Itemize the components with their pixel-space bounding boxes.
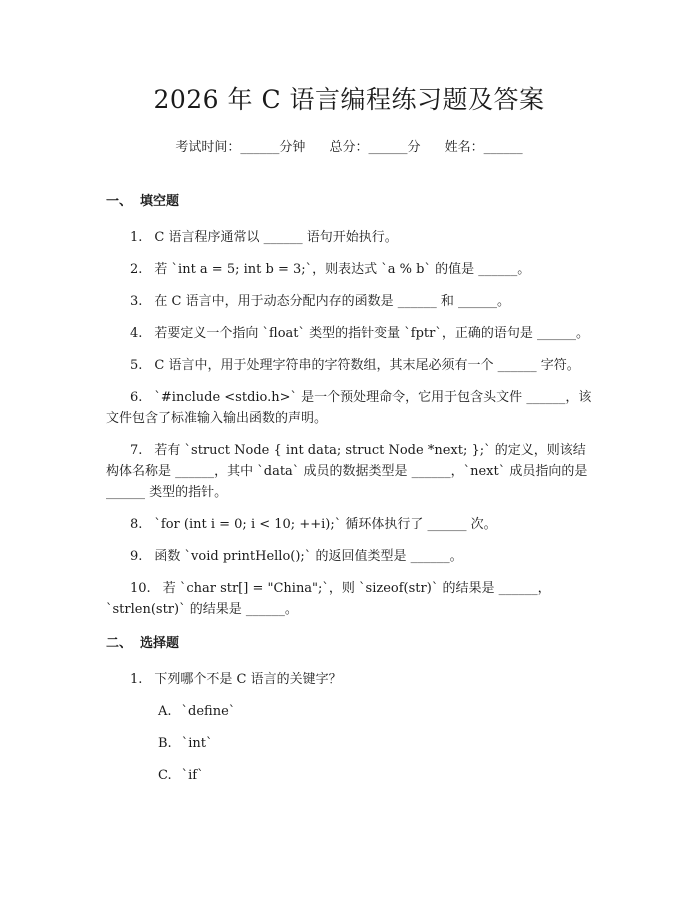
option-text: `if` bbox=[181, 768, 204, 783]
question-text: `#include <stdio.h>` 是一个预处理命令，它用于包含头文件 ______，该文件包含了标准输入输出函数的声明。 bbox=[106, 390, 592, 426]
question-item bbox=[106, 355, 592, 376]
choice-option-c bbox=[158, 765, 592, 786]
question-number: 10. bbox=[130, 581, 151, 596]
section-number: 二、 bbox=[106, 636, 133, 651]
question-text: 若 `char str[] = "China";`，则 `sizeof(str)` 的结果是 ______，`strlen(str)` 的结果是 ______。 bbox=[106, 581, 551, 617]
question-number: 2. bbox=[130, 262, 143, 277]
exam-info-line bbox=[106, 138, 592, 158]
question-number: 3. bbox=[130, 294, 143, 309]
question-number: 8. bbox=[130, 517, 143, 532]
total-score-field: 总分：______分 bbox=[329, 140, 421, 155]
question-item bbox=[106, 546, 592, 567]
question-number: 5. bbox=[130, 358, 143, 373]
question-item bbox=[106, 514, 592, 535]
question-item bbox=[106, 669, 592, 690]
option-text: `int` bbox=[181, 736, 213, 751]
question-number: 1. bbox=[130, 672, 143, 687]
question-number: 1. bbox=[130, 230, 143, 245]
student-name-field: 姓名：______ bbox=[444, 140, 523, 155]
question-item bbox=[106, 387, 592, 429]
question-item bbox=[106, 323, 592, 344]
question-number: 9. bbox=[130, 549, 143, 564]
question-text: C 语言中，用于处理字符串的字符数组，其末尾必须有一个 ______ 字符。 bbox=[154, 358, 580, 373]
question-text: 函数 `void printHello();` 的返回值类型是 ______。 bbox=[154, 549, 463, 564]
option-label: C. bbox=[158, 768, 172, 783]
exam-time-field: 考试时间：______分钟 bbox=[175, 140, 306, 155]
document-title: 2026 年 C 语言编程练习题及答案 bbox=[153, 85, 545, 114]
question-text: 若要定义一个指向 `float` 类型的指针变量 `fptr`，正确的语句是 ______。 bbox=[154, 326, 589, 341]
question-text: 下列哪个不是 C 语言的关键字？ bbox=[154, 672, 342, 687]
question-number: 7. bbox=[130, 443, 143, 458]
question-item bbox=[106, 291, 592, 312]
question-text: 若有 `struct Node { int data; struct Node *next; };` 的定义，则该结构体名称是 ______，其中 `data` 成员的数据类型是 ______，`next` 成员指向的是 ______ 类型的指针。 bbox=[106, 443, 588, 500]
question-text: C 语言程序通常以 ______ 语句开始执行。 bbox=[154, 230, 398, 245]
question-item bbox=[106, 227, 592, 248]
question-number: 6. bbox=[130, 390, 143, 405]
choice-option-b bbox=[158, 733, 592, 754]
question-item bbox=[106, 578, 592, 620]
question-number: 4. bbox=[130, 326, 143, 341]
question-text: 若 `int a = 5; int b = 3;`，则表达式 `a % b` 的值是 ______。 bbox=[154, 262, 531, 277]
option-label: B. bbox=[158, 736, 172, 751]
section-heading-multiple-choice bbox=[106, 634, 592, 654]
option-label: A. bbox=[158, 704, 172, 719]
question-text: 在 C 语言中，用于动态分配内存的函数是 ______ 和 ______。 bbox=[154, 294, 511, 309]
section-heading-fill-blank bbox=[106, 192, 592, 212]
section-number: 一、 bbox=[106, 194, 133, 209]
section-title: 选择题 bbox=[140, 636, 180, 651]
choice-option-a bbox=[158, 701, 592, 722]
question-item bbox=[106, 440, 592, 503]
option-text: `define` bbox=[181, 704, 236, 719]
question-text: `for (int i = 0; i < 10; ++i);` 循环体执行了 ______ 次。 bbox=[154, 517, 497, 532]
section-title: 填空题 bbox=[140, 194, 180, 209]
question-item bbox=[106, 259, 592, 280]
